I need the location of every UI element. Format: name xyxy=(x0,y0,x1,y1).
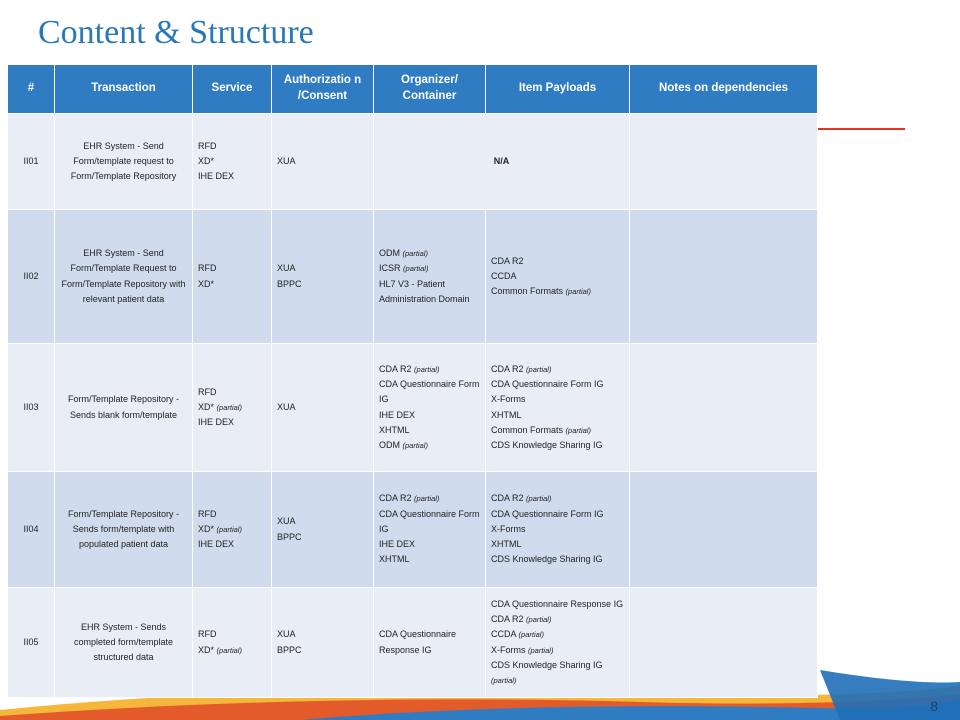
organizer-cell xyxy=(374,472,486,588)
column-header-service: Service xyxy=(193,65,272,114)
auth-cell xyxy=(272,210,374,344)
organizer-item: ODM xyxy=(379,247,400,258)
na-cell: N/A xyxy=(374,114,630,210)
organizer-item: CDA Questionnaire Form IG xyxy=(379,508,480,534)
auth-cell xyxy=(272,344,374,472)
organizer-item: ICSR xyxy=(379,263,401,274)
content-structure-table xyxy=(7,64,818,698)
transaction-cell: Form/Template Repository - Sends form/template with populated patient data xyxy=(55,472,193,588)
payload-item: X-Forms xyxy=(491,394,526,405)
service-cell xyxy=(193,344,272,472)
service-item: RFD xyxy=(198,508,217,519)
service-item: RFD xyxy=(198,140,217,151)
partial-tag: (partial) xyxy=(216,524,242,534)
organizer-cell xyxy=(374,588,486,698)
auth-item: BPPC xyxy=(277,278,302,289)
partial-tag: (partial) xyxy=(402,441,428,451)
partial-tag: (partial) xyxy=(518,630,544,640)
partial-tag: (partial) xyxy=(565,425,591,435)
partial-tag: (partial) xyxy=(526,494,552,504)
service-item: RFD xyxy=(198,386,217,397)
payloads-cell xyxy=(486,210,630,344)
auth-item: BPPC xyxy=(277,644,302,655)
column-header-notes: Notes on dependencies xyxy=(630,65,818,114)
table-row xyxy=(8,472,818,588)
row-id: II01 xyxy=(8,114,55,210)
organizer-item: CDA Questionnaire Form IG xyxy=(379,378,480,405)
payload-item: X-Forms xyxy=(491,644,526,655)
organizer-item: CDA Questionnaire Response IG xyxy=(379,629,457,655)
notes-cell xyxy=(630,114,818,210)
row-id: II03 xyxy=(8,344,55,472)
auth-item: XUA xyxy=(277,401,296,412)
auth-cell xyxy=(272,114,374,210)
partial-tag: (partial) xyxy=(491,676,517,686)
header-row xyxy=(8,65,818,114)
service-cell xyxy=(193,114,272,210)
organizer-item: ODM xyxy=(379,440,400,451)
auth-item: BPPC xyxy=(277,531,302,542)
service-item: IHE DEX xyxy=(198,539,235,550)
payload-item: CDS Knowledge Sharing IG xyxy=(491,440,603,451)
auth-item: XUA xyxy=(277,263,296,274)
organizer-item: XHTML xyxy=(379,554,410,565)
service-item: IHE DEX xyxy=(198,417,235,428)
notes-cell xyxy=(630,472,818,588)
organizer-item: CDA R2 xyxy=(379,493,412,504)
partial-tag: (partial) xyxy=(526,614,552,624)
auth-cell xyxy=(272,472,374,588)
page-title: Content & Structure xyxy=(38,14,314,51)
service-item: XD* xyxy=(198,155,215,166)
payloads-cell xyxy=(486,344,630,472)
payload-item: CDS Knowledge Sharing IG xyxy=(491,554,603,565)
service-item: IHE DEX xyxy=(198,171,235,182)
partial-tag: (partial) xyxy=(216,645,242,655)
payload-item: CDA R2 xyxy=(491,493,524,504)
accent-line xyxy=(815,128,905,130)
payload-item: CDA R2 xyxy=(491,363,524,374)
table-row xyxy=(8,114,818,210)
table-row xyxy=(8,344,818,472)
payloads-cell xyxy=(486,588,630,698)
service-item: XD* xyxy=(198,644,215,655)
table-row xyxy=(8,588,818,698)
payload-item: CCDA xyxy=(491,629,517,640)
column-header-number: # xyxy=(8,65,55,114)
page-number: 8 xyxy=(930,698,938,714)
organizer-item: IHE DEX xyxy=(379,539,416,550)
table-row xyxy=(8,210,818,344)
payload-item: CCDA xyxy=(491,270,517,281)
auth-cell xyxy=(272,588,374,698)
service-item: RFD xyxy=(198,263,217,274)
organizer-cell xyxy=(374,210,486,344)
transaction-cell: Form/Template Repository - Sends blank form/template xyxy=(55,344,193,472)
payload-item: XHTML xyxy=(491,539,522,550)
payload-item: CDA R2 xyxy=(491,613,524,624)
payloads-cell xyxy=(486,472,630,588)
partial-tag: (partial) xyxy=(216,402,242,412)
notes-cell xyxy=(630,588,818,698)
organizer-item: HL7 V3 - Patient Administration Domain xyxy=(379,278,470,304)
payload-item: Common Formats xyxy=(491,286,564,297)
payload-item: Common Formats xyxy=(491,424,564,435)
partial-tag: (partial) xyxy=(403,264,429,274)
notes-cell xyxy=(630,344,818,472)
column-header-organizer: Organizer/ Container xyxy=(374,65,486,114)
auth-item: XUA xyxy=(277,629,296,640)
row-id: II05 xyxy=(8,588,55,698)
payload-item: CDS Knowledge Sharing IG xyxy=(491,659,603,670)
payload-item: CDA Questionnaire Form IG xyxy=(491,378,604,389)
auth-item: XUA xyxy=(277,155,296,166)
column-header-authorization: Authorizatio n /Consent xyxy=(272,65,374,114)
service-item: XD* xyxy=(198,278,215,289)
organizer-item: CDA R2 xyxy=(379,363,412,374)
transaction-cell: EHR System - Send Form/template request to Form/Template Repository xyxy=(55,114,193,210)
payload-item: CDA R2 xyxy=(491,255,524,266)
service-cell xyxy=(193,588,272,698)
service-item: XD* xyxy=(198,523,215,534)
row-id: II04 xyxy=(8,472,55,588)
partial-tag: (partial) xyxy=(414,364,440,374)
column-header-item-payloads: Item Payloads xyxy=(486,65,630,114)
service-item: RFD xyxy=(198,629,217,640)
service-cell xyxy=(193,210,272,344)
service-cell xyxy=(193,472,272,588)
organizer-cell xyxy=(374,344,486,472)
row-id: II02 xyxy=(8,210,55,344)
notes-cell xyxy=(630,210,818,344)
transaction-cell: EHR System - Sends completed form/template structured data xyxy=(55,588,193,698)
organizer-item: IHE DEX xyxy=(379,409,416,420)
partial-tag: (partial) xyxy=(526,364,552,374)
partial-tag: (partial) xyxy=(528,645,554,655)
service-item: XD* xyxy=(198,401,215,412)
partial-tag: (partial) xyxy=(402,248,428,258)
column-header-transaction: Transaction xyxy=(55,65,193,114)
payload-item: XHTML xyxy=(491,409,522,420)
auth-item: XUA xyxy=(277,516,296,527)
payload-item: CDA Questionnaire Form IG xyxy=(491,508,604,519)
partial-tag: (partial) xyxy=(565,287,591,297)
partial-tag: (partial) xyxy=(414,494,440,504)
organizer-item: XHTML xyxy=(379,424,410,435)
transaction-cell: EHR System - Send Form/Template Request to Form/Template Repository with relevant patient data xyxy=(55,210,193,344)
payload-item: X-Forms xyxy=(491,523,526,534)
payload-item: CDA Questionnaire Response IG xyxy=(491,598,624,609)
